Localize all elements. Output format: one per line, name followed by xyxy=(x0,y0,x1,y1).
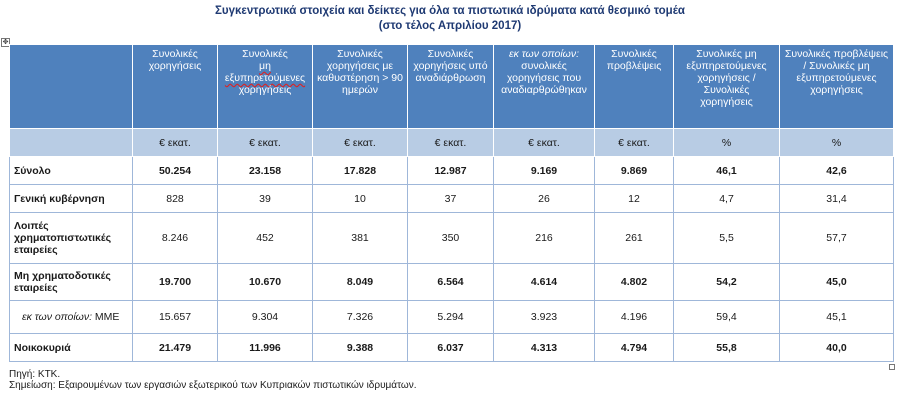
header-row xyxy=(10,45,894,129)
table-cell: 26 xyxy=(494,185,595,213)
unit-cell: € εκατ. xyxy=(494,129,595,157)
title-line-2: (στο τέλος Απριλίου 2017) xyxy=(378,20,522,32)
units-row xyxy=(10,129,894,157)
footnote: Σημείωση: Εξαιρουμένων των εργασιών εξωτερικού των Κυπριακών πιστωτικών ιδρυμάτων. xyxy=(9,380,417,391)
row-label: Λοιπές χρηματοπιστωτικές εταιρείες xyxy=(10,213,133,264)
table-cell: 381 xyxy=(313,213,408,264)
table-cell: 6.037 xyxy=(408,334,494,362)
table-cell: 350 xyxy=(408,213,494,264)
header-npl-ratio: Συνολικές μη εξυπηρετούμενες χορηγήσεις / Συνολικές χορηγήσεις xyxy=(674,45,780,129)
table-cell: 17.828 xyxy=(313,157,408,185)
table-row-other-financial xyxy=(10,213,894,264)
document-title xyxy=(0,4,900,34)
table-cell: 37 xyxy=(408,185,494,213)
table-cell: 9.388 xyxy=(313,334,408,362)
row-label: εκ των οποίων: ΜΜΕ xyxy=(10,301,133,334)
table-cell: 31,4 xyxy=(780,185,894,213)
source-note: Πηγή: ΚΤΚ. xyxy=(9,369,61,380)
table-cell: 452 xyxy=(218,213,313,264)
table-cell: 5.294 xyxy=(408,301,494,334)
table-cell: 8.049 xyxy=(313,264,408,301)
table-cell: 7.326 xyxy=(313,301,408,334)
header-total-npl: Συνολικές μη εξυπηρετούμενες χορηγήσεις xyxy=(218,45,313,129)
table-cell: 12 xyxy=(595,185,674,213)
table-cell: 4.196 xyxy=(595,301,674,334)
table-cell: 9.869 xyxy=(595,157,674,185)
table-row-general-government xyxy=(10,185,894,213)
units-corner-cell xyxy=(10,129,133,157)
table-cell: 10 xyxy=(313,185,408,213)
row-label: Νοικοκυριά xyxy=(10,334,133,362)
table-cell: 4.794 xyxy=(595,334,674,362)
table-cell: 50.254 xyxy=(133,157,218,185)
title-line-1: Συγκεντρωτικά στοιχεία και δείκτες για όλα τα πιστωτικά ιδρύματα κατά θεσμικό τομέα xyxy=(215,5,685,17)
table-resize-handle[interactable] xyxy=(889,364,895,370)
table-cell: 57,7 xyxy=(780,213,894,264)
table-cell: 46,1 xyxy=(674,157,780,185)
header-total-provisions: Συνολικές προβλέψεις xyxy=(595,45,674,129)
table-cell: 23.158 xyxy=(218,157,313,185)
table-cell: 55,8 xyxy=(674,334,780,362)
header-total-loans: Συνολικές χορηγήσεις xyxy=(133,45,218,129)
table-cell: 4.802 xyxy=(595,264,674,301)
table-cell: 261 xyxy=(595,213,674,264)
header-restructured: εκ των οποίων: συνολικές χορηγήσεις που αναδιαρθρώθηκαν xyxy=(494,45,595,129)
table-cell: 5,5 xyxy=(674,213,780,264)
table-cell: 9.169 xyxy=(494,157,595,185)
header-corner-cell xyxy=(10,45,133,129)
table-cell: 216 xyxy=(494,213,595,264)
table-cell: 11.996 xyxy=(218,334,313,362)
table-cell: 828 xyxy=(133,185,218,213)
table-cell: 39 xyxy=(218,185,313,213)
table-cell: 45,0 xyxy=(780,264,894,301)
table-cell: 6.564 xyxy=(408,264,494,301)
table-cell: 40,0 xyxy=(780,334,894,362)
data-table xyxy=(9,44,894,362)
unit-cell: € εκατ. xyxy=(595,129,674,157)
table-row-sme xyxy=(10,301,894,334)
unit-cell: % xyxy=(780,129,894,157)
table-cell: 54,2 xyxy=(674,264,780,301)
table-row-total xyxy=(10,157,894,185)
table-cell: 10.670 xyxy=(218,264,313,301)
table-footer xyxy=(9,369,416,391)
header-restructuring: Συνολικές χορηγήσεις υπό αναδιάρθρωση xyxy=(408,45,494,129)
table-cell: 21.479 xyxy=(133,334,218,362)
table-cell: 45,1 xyxy=(780,301,894,334)
header-overdue-90: Συνολικές χορηγήσεις με καθυστέρηση > 90 ημερών xyxy=(313,45,408,129)
table-cell: 42,6 xyxy=(780,157,894,185)
unit-cell: € εκατ. xyxy=(218,129,313,157)
row-label: Σύνολο xyxy=(10,157,133,185)
table-move-handle-icon[interactable]: ✥ xyxy=(2,39,9,46)
unit-cell: % xyxy=(674,129,780,157)
table-cell: 15.657 xyxy=(133,301,218,334)
table-cell: 9.304 xyxy=(218,301,313,334)
unit-cell: € εκατ. xyxy=(133,129,218,157)
table-cell: 4,7 xyxy=(674,185,780,213)
table-cell: 12.987 xyxy=(408,157,494,185)
unit-cell: € εκατ. xyxy=(313,129,408,157)
table-cell: 3.923 xyxy=(494,301,595,334)
table-cell: 59,4 xyxy=(674,301,780,334)
table-row-non-financial xyxy=(10,264,894,301)
header-coverage-ratio: Συνολικές προβλέψεις / Συνολικές μη εξυπηρετούμενες χορηγήσεις xyxy=(780,45,894,129)
table-cell: 4.313 xyxy=(494,334,595,362)
unit-cell: € εκατ. xyxy=(408,129,494,157)
row-label: Μη χρηματοδοτικές εταιρείες xyxy=(10,264,133,301)
table-cell: 4.614 xyxy=(494,264,595,301)
table-row-households xyxy=(10,334,894,362)
table-cell: 19.700 xyxy=(133,264,218,301)
table-cell: 8.246 xyxy=(133,213,218,264)
row-label: Γενική κυβέρνηση xyxy=(10,185,133,213)
